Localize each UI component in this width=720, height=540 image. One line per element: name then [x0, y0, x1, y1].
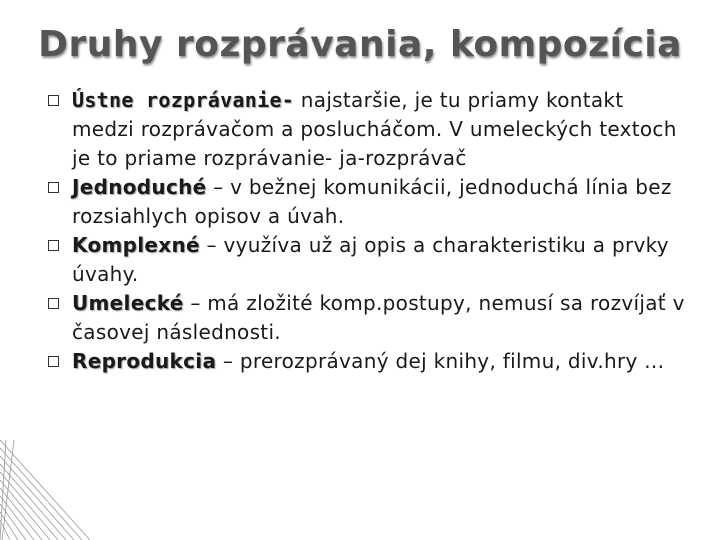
- list-item-jednoduche: [48, 173, 688, 231]
- bullet-list: [48, 86, 688, 376]
- item-term: Jednoduché: [72, 175, 207, 199]
- item-text: – prerozprávaný dej knihy, filmu, div.hry ...: [216, 349, 665, 373]
- item-term: Umelecké: [72, 291, 184, 315]
- square-bullet-icon: [48, 240, 59, 251]
- item-term: Reprodukcia: [72, 349, 217, 373]
- list-item-komplexne: [48, 231, 688, 289]
- item-text: najstaršie, je tu priamy kontakt medzi rozprávačom a poslucháčom. V umeleckých textoch je to priame rozprávanie- ja-rozprávač: [72, 88, 677, 170]
- list-item-umelecke: [48, 289, 688, 347]
- square-bullet-icon: [48, 182, 59, 193]
- square-bullet-icon: [48, 356, 59, 367]
- square-bullet-icon: [48, 298, 59, 309]
- list-item-reprodukcia: [48, 347, 688, 376]
- square-bullet-icon: [48, 95, 59, 106]
- list-item-ustne: [48, 86, 688, 173]
- item-term: Komplexné: [72, 233, 200, 257]
- item-text: – má zložité komp.postupy, nemusí sa rozvíjať v časovej následnosti.: [72, 291, 685, 344]
- slide-title: Druhy rozprávania, kompozícia: [38, 24, 682, 65]
- item-text: – v bežnej komunikácii, jednoduchá línia bez rozsiahlych opisov a úvah.: [72, 175, 672, 228]
- item-term: Ústne rozprávanie-: [72, 88, 295, 112]
- item-text: – využíva už aj opis a charakteristiku a prvky úvahy.: [72, 233, 669, 286]
- corner-line-decoration: [0, 440, 90, 540]
